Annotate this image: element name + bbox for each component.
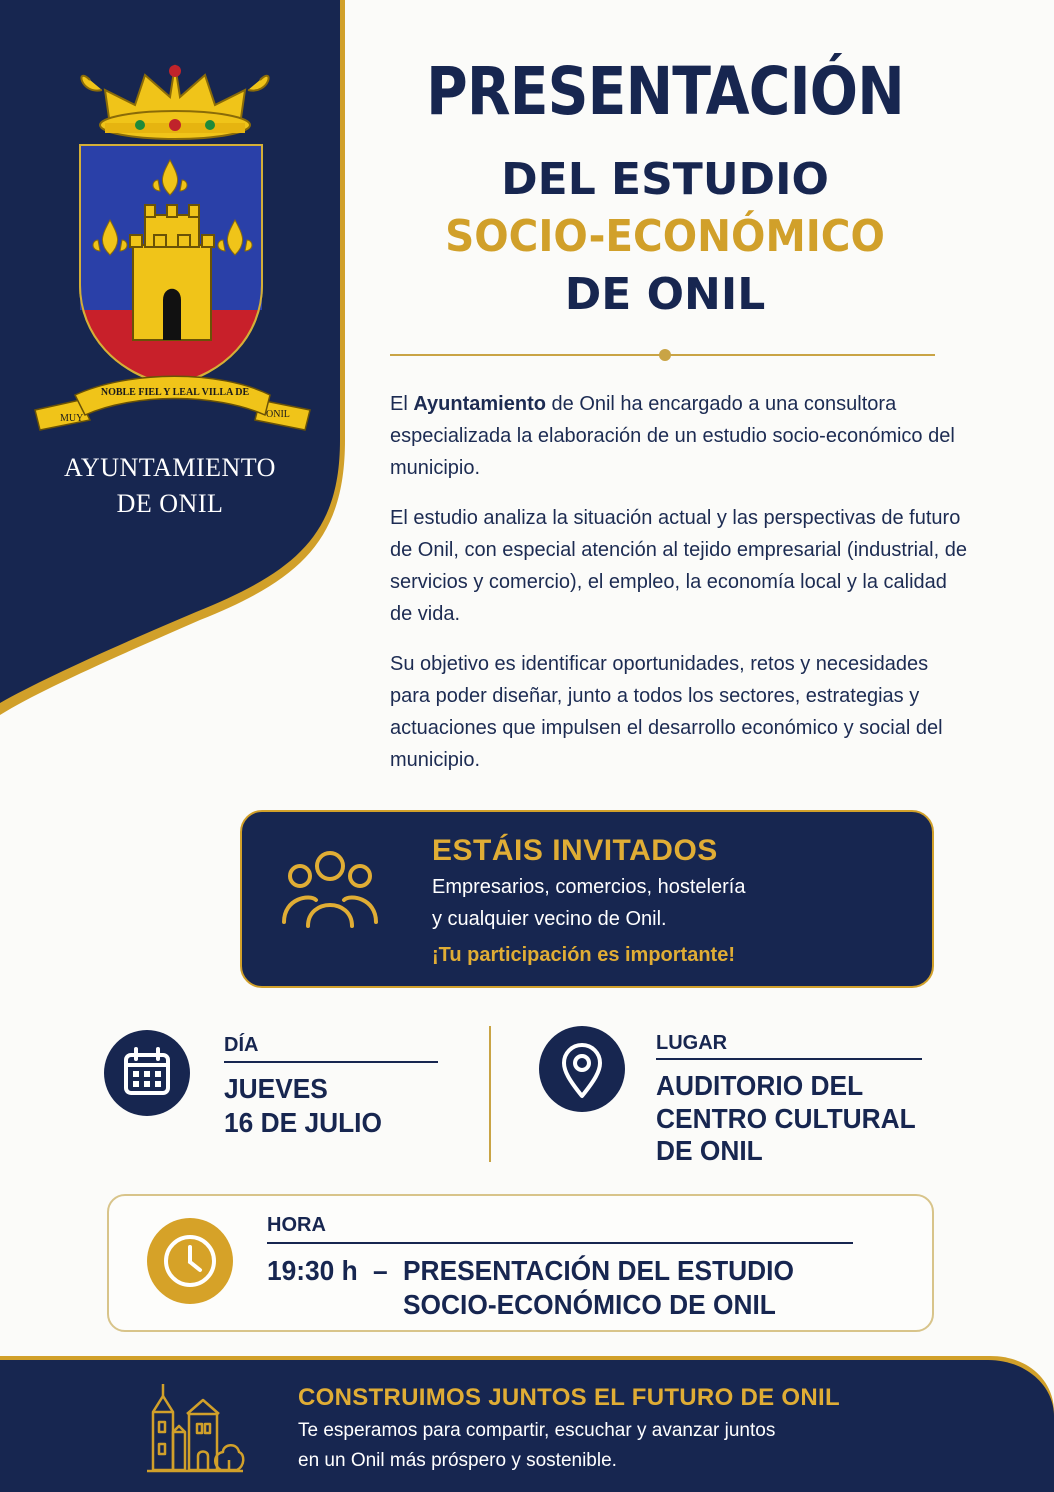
location-pin-icon <box>539 1026 625 1112</box>
headline-line-1: PRESENTACIÓN <box>426 53 904 130</box>
organization-line-2: DE ONIL <box>116 489 224 518</box>
footer <box>0 1352 1054 1492</box>
headline <box>370 52 960 324</box>
place-line-2: CENTRO CULTURAL <box>656 1103 916 1134</box>
paragraph-1-start: El <box>390 393 414 415</box>
invitation-line-2: y cualquier vecino de Onil. <box>432 908 667 930</box>
organization-line-1: AYUNTAMIENTO <box>64 453 276 482</box>
time-event-line-1: PRESENTACIÓN DEL ESTUDIO <box>403 1255 794 1286</box>
paragraph-2: El estudio analiza la situación actual y las perspectivas de futuro de Onil, con especial atención al tejido empresarial (industrial, de servicios y comercio), el empleo, la economía local y la calidad de vida. <box>390 507 967 625</box>
motto-right: ONIL <box>266 409 290 420</box>
motto-center: NOBLE FIEL Y LEAL VILLA DE <box>100 387 250 398</box>
body-text <box>390 388 970 794</box>
footer-title: CONSTRUIMOS JUNTOS EL FUTURO DE ONIL <box>298 1384 840 1411</box>
invitation-line-1: Empresarios, comercios, hostelería <box>432 876 746 898</box>
people-group-icon <box>280 848 380 928</box>
day-line-2: 16 DE JULIO <box>224 1107 382 1138</box>
headline-line-2: DEL ESTUDIO <box>501 154 829 205</box>
organization-name <box>20 450 320 522</box>
paragraph-1 <box>390 388 970 484</box>
time-label: HORA <box>267 1214 326 1236</box>
day-label: DÍA <box>224 1034 259 1056</box>
time-event-line-2: SOCIO-ECONÓMICO DE ONIL <box>403 1289 776 1320</box>
invitation-box <box>240 810 934 988</box>
time-dash: – <box>373 1255 388 1286</box>
divider-dot <box>659 349 671 361</box>
place-line-3: DE ONIL <box>656 1135 763 1166</box>
place-label-rule <box>656 1058 922 1060</box>
time-box <box>107 1194 934 1332</box>
footer-line-1: Te esperamos para compartir, escuchar y avanzar juntos <box>298 1420 776 1441</box>
time-label-rule <box>267 1242 853 1244</box>
paragraph-1-bold: Ayuntamiento <box>413 393 546 415</box>
time-hour: 19:30 h <box>267 1255 358 1286</box>
headline-line-3: SOCIO-ECONÓMICO <box>445 211 885 262</box>
headline-line-4: DE ONIL <box>564 269 766 320</box>
clock-icon <box>147 1218 233 1304</box>
town-buildings-icon <box>145 1382 245 1474</box>
calendar-icon <box>104 1030 190 1116</box>
paragraph-3: Su objetivo es identificar oportunidades, retos y necesidades para poder diseñar, junto a todos los sectores, estrategias y actuaciones que impulsen el desarrollo económico y social del municipio. <box>390 653 943 771</box>
day-label-rule <box>224 1061 438 1063</box>
paragraph-1-end: de Onil ha encargado a una consultora especializada la elaboración de un estudio socio-económico del municipio. <box>390 393 955 479</box>
invitation-cta: ¡Tu participación es importante! <box>432 944 735 966</box>
day-line-1: JUEVES <box>224 1073 328 1104</box>
footer-line-2: en un Onil más próspero y sostenible. <box>298 1450 617 1471</box>
vertical-divider <box>489 1026 491 1162</box>
coat-of-arms-icon <box>30 35 320 435</box>
place-line-1: AUDITORIO DEL <box>656 1070 864 1101</box>
invitation-title: ESTÁIS INVITADOS <box>432 834 718 867</box>
place-label: LUGAR <box>656 1032 728 1054</box>
motto-left: MUY <box>60 413 84 424</box>
